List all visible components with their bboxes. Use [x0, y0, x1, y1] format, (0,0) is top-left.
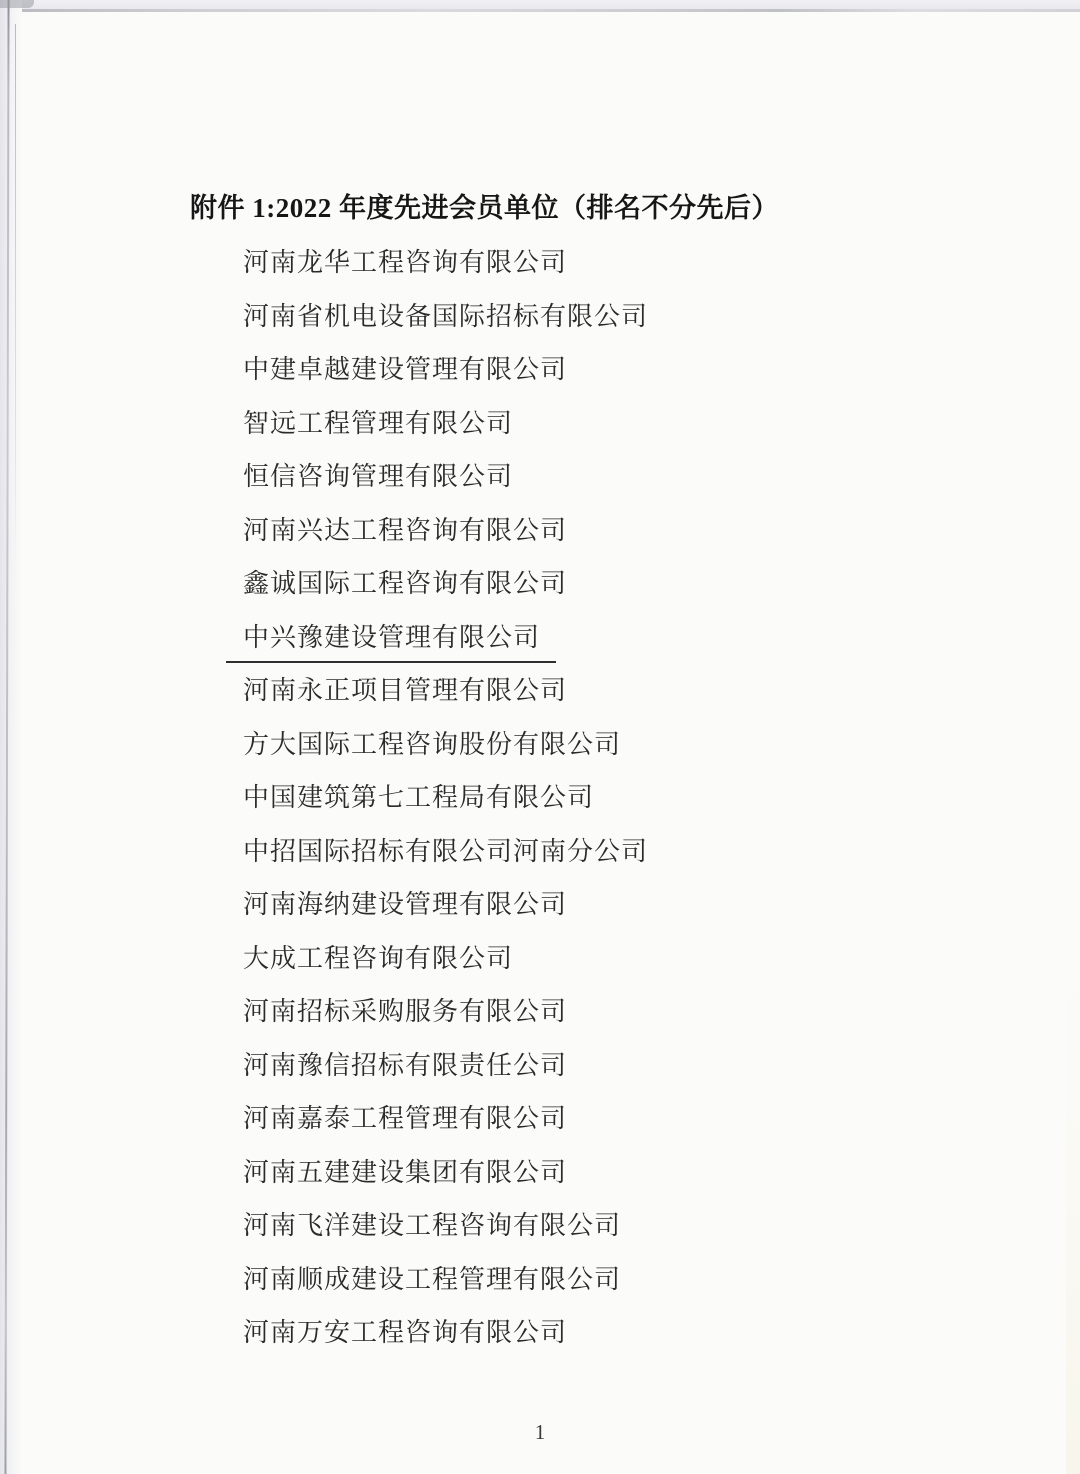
scan-left-edge-line-secondary: [15, 24, 16, 564]
company-list-item: 河南飞洋建设工程咨询有限公司: [243, 1211, 622, 1240]
company-list-item: 智远工程管理有限公司: [243, 408, 514, 438]
company-list-item: 大成工程咨询有限公司: [243, 943, 514, 973]
document-title: 附件 1:2022 年度先进会员单位（排名不分先后）: [190, 193, 779, 223]
company-list-item: 河南豫信招标有限责任公司: [243, 1050, 568, 1080]
company-list-item: 河南兴达工程咨询有限公司: [243, 515, 568, 545]
company-list-item: 鑫诚国际工程咨询有限公司: [243, 569, 568, 598]
company-list-item: 方大国际工程咨询股份有限公司: [243, 729, 622, 759]
scan-top-edge: [0, 0, 1080, 9]
company-list-item: 中兴豫建设管理有限公司: [243, 622, 541, 652]
company-list-item: 河南龙华工程咨询有限公司: [243, 248, 568, 277]
company-list-item: 河南海纳建设管理有限公司: [243, 890, 568, 919]
company-list-item: 中国建筑第七工程局有限公司: [243, 783, 595, 812]
company-list-item: 河南嘉泰工程管理有限公司: [243, 1104, 568, 1133]
scan-corner-mark: [0, 0, 34, 8]
company-list-item: 中招国际招标有限公司河南分公司: [243, 836, 649, 866]
page-number: 1: [534, 1420, 546, 1444]
scan-right-edge-tint: [1066, 954, 1080, 1474]
scan-left-edge: [0, 0, 22, 1474]
company-list-item: 河南顺成建设工程管理有限公司: [243, 1264, 622, 1294]
scan-top-edge-line: [0, 9, 1080, 12]
company-list-item: 河南永正项目管理有限公司: [243, 676, 568, 705]
company-list-item: 河南省机电设备国际招标有限公司: [243, 301, 649, 331]
company-list-item: 中建卓越建设管理有限公司: [243, 355, 568, 384]
company-list-item: 河南五建建设集团有限公司: [243, 1157, 568, 1187]
company-list: [243, 236, 648, 1360]
company-list-item: 河南万安工程咨询有限公司: [243, 1318, 568, 1347]
separator-line: [226, 661, 556, 663]
company-list-item: 河南招标采购服务有限公司: [243, 997, 568, 1026]
company-list-item: 恒信咨询管理有限公司: [243, 462, 514, 491]
